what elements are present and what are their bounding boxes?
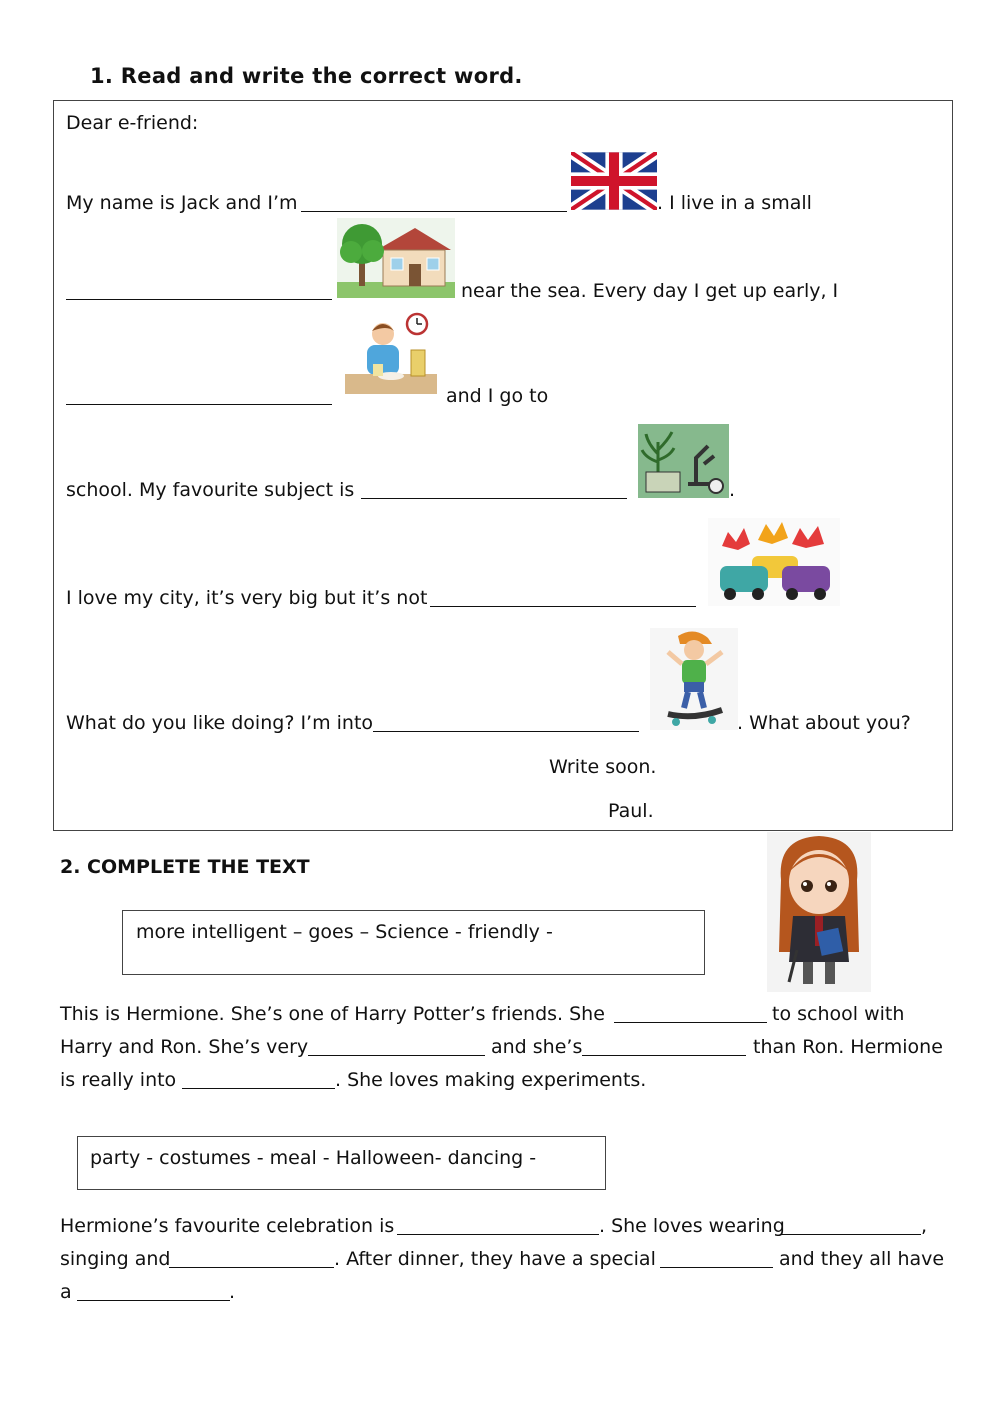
p2-line3-end: .: [229, 1281, 236, 1303]
blank-hobby[interactable]: [373, 715, 639, 736]
wordbox-2-text: party - costumes - meal - Halloween- dancing -: [90, 1147, 537, 1169]
p2-line1-end: ,: [921, 1215, 928, 1237]
blank-dancing[interactable]: [169, 1251, 334, 1272]
science-lab-icon: [638, 424, 729, 498]
letter-line1-end: . I live in a small: [657, 192, 812, 214]
blank-subject[interactable]: [361, 482, 627, 503]
p1-line1-start: This is Hermione. She’s one of Harry Potter’s friends. She: [60, 1003, 605, 1025]
skateboard-boy-icon: [650, 628, 738, 730]
p2-line1-start: Hermione’s favourite celebration is: [60, 1215, 395, 1237]
p1-line1-end: to school with: [772, 1003, 905, 1025]
blank-nationality[interactable]: [301, 195, 567, 216]
p2-line2-start: singing and: [60, 1248, 171, 1270]
boy-eating-breakfast-icon: [345, 312, 437, 394]
blank-costumes[interactable]: [781, 1218, 921, 1239]
p2-line2-mid: . After dinner, they have a special: [334, 1248, 656, 1270]
blank-friendly[interactable]: [308, 1039, 485, 1060]
letter-line6-start: What do you like doing? I’m into: [66, 712, 374, 734]
letter-line4-start: school. My favourite subject is: [66, 479, 355, 501]
blank-city-adjective[interactable]: [430, 590, 696, 611]
p1-line3-end: . She loves making experiments.: [335, 1069, 647, 1091]
p2-line1-mid: . She loves wearing: [599, 1215, 785, 1237]
p1-line2-start: Harry and Ron. She’s very: [60, 1036, 309, 1058]
blank-goes[interactable]: [614, 1006, 767, 1027]
p1-line2-end: than Ron. Hermione: [753, 1036, 943, 1058]
p2-line3-start: a: [60, 1281, 72, 1303]
blank-science[interactable]: [182, 1072, 335, 1093]
letter-line3: and I go to: [446, 385, 549, 407]
letter-line6-end: . What about you?: [737, 712, 911, 734]
hermione-doll-icon: [767, 832, 871, 992]
house-icon: [337, 218, 455, 298]
blank-home[interactable]: [66, 283, 332, 304]
letter-line5: I love my city, it’s very big but it’s not: [66, 587, 428, 609]
uk-flag-icon: [571, 152, 657, 210]
section1-title: 1. Read and write the correct word.: [90, 64, 523, 88]
p2-line2-end: and they all have: [779, 1248, 945, 1270]
section2-title: 2. COMPLETE THE TEXT: [60, 856, 310, 878]
blank-breakfast[interactable]: [66, 388, 332, 409]
blank-halloween[interactable]: [397, 1218, 599, 1239]
letter-line2: near the sea. Every day I get up early, I: [461, 280, 839, 302]
letter-line4-end: .: [729, 479, 736, 501]
traffic-jam-icon: [708, 518, 840, 606]
letter-closing: Write soon.: [549, 756, 657, 778]
p1-line3-start: is really into: [60, 1069, 177, 1091]
blank-meal[interactable]: [660, 1251, 773, 1272]
blank-more-intelligent[interactable]: [582, 1039, 746, 1060]
p1-line2-mid: and she’s: [491, 1036, 583, 1058]
letter-signature: Paul.: [608, 800, 654, 822]
letter-greeting: Dear e-friend:: [66, 112, 199, 134]
letter-line1-start: My name is Jack and I’m: [66, 192, 298, 214]
blank-party[interactable]: [77, 1284, 230, 1305]
wordbox-1-text: more intelligent – goes – Science - friendly -: [136, 921, 553, 943]
